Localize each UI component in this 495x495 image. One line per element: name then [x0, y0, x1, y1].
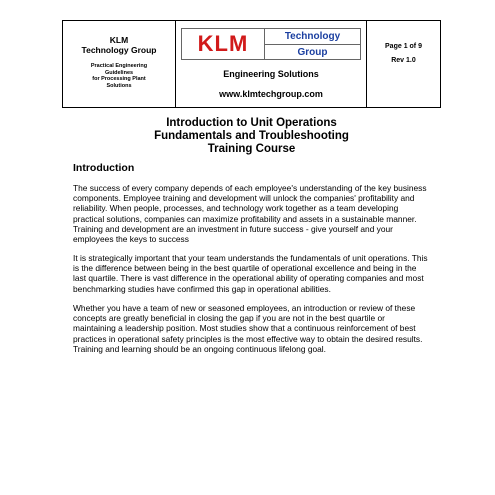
klm-logo: [181, 28, 361, 60]
company-desc-line4: Solutions: [106, 82, 132, 89]
document-title: [62, 117, 441, 156]
page-number: Page 1 of 9: [385, 43, 422, 50]
company-name-line2: Technology Group: [81, 45, 157, 55]
logo-group-text: Group: [297, 47, 328, 58]
company-name: [63, 35, 175, 55]
slogan: Engineering Solutions: [223, 69, 319, 79]
paragraph-1: The success of every company depends of each employee's understanding of the key business components. Employee training and development will unlock the companies' profitability and reliability. When people, processes, and technology work together as a team developing practical solutions, companies can maximize profitability and assets in a sustainable manner. Training and development are an investment in future success - give yourself and your employees the keys to success: [73, 183, 427, 245]
title-line2: Fundamentals and Troubleshooting: [154, 130, 349, 142]
logo-right-block: [265, 29, 360, 59]
paragraph-2: It is strategically important that your team understands the fundamentals of unit operations. This is the difference between being in the best quartile of operational excellence and being in the last quartile. There is vast difference in the operational ability of operating companies and most benchmarking studies have confirmed this gap in operational abilities.: [73, 253, 428, 294]
section-heading: Introduction: [73, 162, 135, 174]
logo-technology-text: Technology: [265, 29, 360, 45]
page-info-cell: [367, 21, 440, 107]
company-desc-line2: Guidelines: [104, 69, 134, 76]
company-info-cell: [63, 21, 175, 107]
logo-klm-text: KLM: [182, 29, 265, 59]
company-desc-line1: Practical Engineering: [90, 63, 148, 69]
title-line3: Training Course: [207, 143, 296, 155]
revision-number: Rev 1.0: [391, 57, 416, 64]
logo-cell: [176, 21, 366, 107]
website-url: www.klmtechgroup.com: [219, 89, 323, 99]
company-description: [63, 63, 175, 89]
paragraph-3: Whether you have a team of new or seasoned employees, an introduction or review of these concepts are greatly beneficial in closing the gap if you are not in the best quartile or maintaining a leadership position. Most studies show that a continuous reinforcement of best practices in operational safety principles is the most effective way to obtain the desired results. Training and learning should be an ongoing continuous lifelong goal.: [73, 303, 423, 354]
company-desc-line3: for Processing Plant: [92, 76, 146, 82]
document-header: [62, 20, 441, 108]
company-name-line1: KLM: [109, 35, 129, 45]
title-line1: Introduction to Unit Operations: [166, 117, 337, 129]
